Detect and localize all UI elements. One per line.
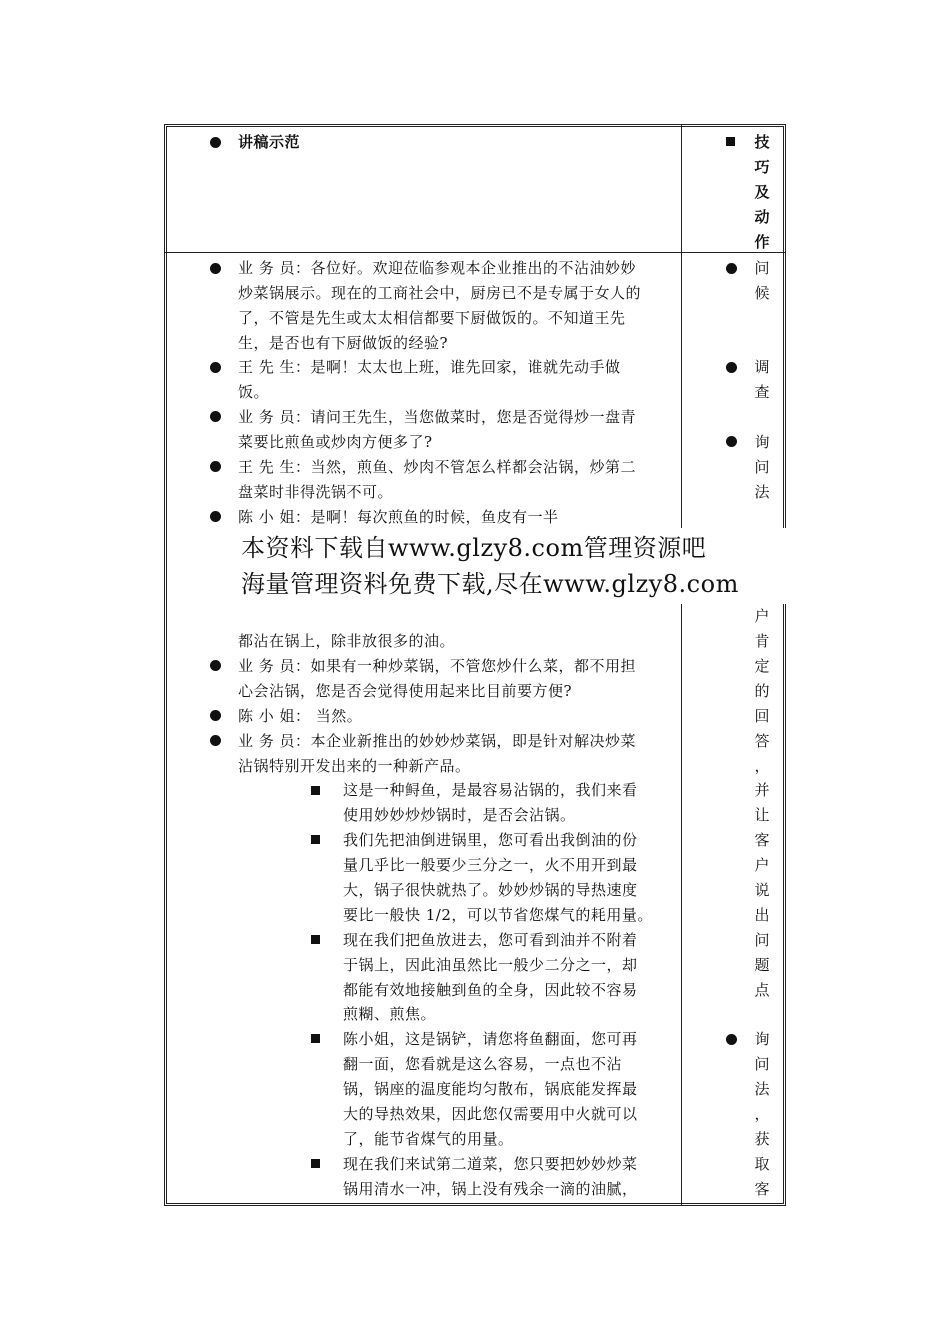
side-note-char: 获 bbox=[754, 1130, 770, 1148]
side-note-char: 客 bbox=[754, 1180, 770, 1198]
script-line: 业 务 员：本企业新推出的妙妙炒菜锅，即是针对解决炒菜 bbox=[238, 732, 637, 750]
side-note-char: ， bbox=[754, 1105, 770, 1123]
demo-line: 翻一面，您看就是这么容易，一点也不沾 bbox=[343, 1055, 623, 1073]
script-line: 了，不管是先生或太太相信都要下厨做饭的。不知道王先 bbox=[238, 309, 626, 327]
side-note-char: 定 bbox=[754, 657, 770, 675]
script-line: 业 务 员：各位好。欢迎莅临参观本企业推出的不沾油妙妙 bbox=[238, 259, 637, 277]
bullet-icon bbox=[210, 735, 221, 746]
bullet-icon bbox=[210, 461, 221, 472]
side-note-char: 调 bbox=[754, 358, 770, 376]
script-line: 菜要比煎鱼或炒肉方便多了? bbox=[238, 433, 433, 451]
side-note-char: 回 bbox=[754, 707, 770, 725]
square-bullet-icon bbox=[311, 1159, 320, 1168]
side-note-char: 出 bbox=[754, 906, 770, 924]
demo-line: 这是一种鲟鱼，是最容易沾锅的，我们来看 bbox=[343, 781, 638, 799]
bullet-icon bbox=[210, 137, 221, 148]
script-line: 沾锅特别开发出来的一种新产品。 bbox=[238, 757, 471, 775]
square-bullet-icon bbox=[726, 137, 735, 146]
side-note-char: 候 bbox=[754, 284, 770, 302]
script-line: 都沾在锅上，除非放很多的油。 bbox=[238, 632, 456, 650]
demo-line: 量几乎比一般要少三分之一，火不用开到最 bbox=[343, 856, 638, 874]
script-line: 盘菜时非得洗锅不可。 bbox=[238, 483, 394, 501]
bullet-icon bbox=[210, 362, 221, 373]
bullet-icon bbox=[726, 362, 737, 373]
script-line: 业 务 员：如果有一种炒菜锅，不管您炒什么菜，都不用担 bbox=[238, 657, 637, 675]
script-line: 王 先 生：是啊！太太也上班，谁先回家，谁就先动手做 bbox=[238, 358, 621, 376]
side-note-char: 问 bbox=[754, 458, 770, 476]
bullet-icon bbox=[726, 263, 737, 274]
right-title-char: 巧 bbox=[754, 158, 770, 176]
side-note-char: ， bbox=[754, 757, 770, 775]
side-note-char: 让 bbox=[754, 806, 770, 824]
bullet-icon bbox=[210, 511, 221, 522]
side-note-char: 答 bbox=[754, 732, 770, 750]
side-note-char: 的 bbox=[754, 682, 770, 700]
script-line: 陈 小 姐： 当然。 bbox=[238, 707, 363, 725]
watermark-line: 本资料下载自www.glzy8.com管理资源吧 bbox=[241, 534, 707, 562]
script-line: 饭。 bbox=[238, 383, 270, 401]
demo-line: 使用妙妙炒炒锅时，是否会沾锅。 bbox=[343, 806, 576, 824]
side-note-char: 询 bbox=[754, 433, 770, 451]
side-note-char: 户 bbox=[754, 607, 770, 625]
right-title-char: 动 bbox=[754, 208, 770, 226]
demo-line: 锅，锅座的温度能均匀散布，锅底能发挥最 bbox=[343, 1080, 638, 1098]
right-title-char: 技 bbox=[754, 133, 770, 151]
demo-line: 我们先把油倒进锅里，您可看出我倒油的份 bbox=[343, 831, 638, 849]
side-note-char: 户 bbox=[754, 856, 770, 874]
demo-line: 了，能节省煤气的用量。 bbox=[343, 1130, 514, 1148]
demo-line: 现在我们来试第二道菜，您只要把妙妙炒菜 bbox=[343, 1155, 638, 1173]
square-bullet-icon bbox=[311, 935, 320, 944]
script-line: 陈 小 姐：是啊！每次煎鱼的时候，鱼皮有一半 bbox=[238, 508, 559, 526]
demo-line: 陈小姐，这是锅铲，请您将鱼翻面，您可再 bbox=[343, 1030, 638, 1048]
demo-line: 要比一般快 1/2，可以节省您煤气的耗用量。 bbox=[343, 906, 653, 924]
side-note-char: 题 bbox=[754, 956, 770, 974]
square-bullet-icon bbox=[311, 786, 320, 795]
square-bullet-icon bbox=[311, 1034, 320, 1043]
bullet-icon bbox=[210, 660, 221, 671]
bullet-icon bbox=[210, 263, 221, 274]
bullet-icon bbox=[210, 411, 221, 422]
demo-line: 都能有效地接触到鱼的全身，因此较不容易 bbox=[343, 981, 638, 999]
side-note-char: 问 bbox=[754, 931, 770, 949]
side-note-char: 说 bbox=[754, 881, 770, 899]
demo-line: 锅用清水一冲，锅上没有残余一滴的油腻， bbox=[343, 1180, 638, 1198]
script-line: 心会沾锅，您是否会觉得使用起来比目前要方便? bbox=[238, 682, 573, 700]
right-title-char: 作 bbox=[754, 233, 770, 251]
side-note-char: 客 bbox=[754, 831, 770, 849]
watermark-line: 海量管理资料免费下载,尽在www.glzy8.com bbox=[241, 570, 739, 598]
script-line: 业 务 员：请问王先生，当您做菜时，您是否觉得炒一盘青 bbox=[238, 408, 637, 426]
side-note-char: 询 bbox=[754, 1030, 770, 1048]
side-note-char: 问 bbox=[754, 1055, 770, 1073]
script-line: 炒菜锅展示。现在的工商社会中，厨房已不是专属于女人的 bbox=[238, 284, 642, 302]
side-note-char: 查 bbox=[754, 383, 770, 401]
column-divider bbox=[681, 124, 682, 1206]
square-bullet-icon bbox=[311, 835, 320, 844]
side-note-char: 取 bbox=[754, 1155, 770, 1173]
side-note-char: 法 bbox=[754, 1080, 770, 1098]
script-line: 王 先 生：当然，煎鱼、炒肉不管怎么样都会沾锅，炒第二 bbox=[238, 458, 637, 476]
side-note-char: 肯 bbox=[754, 632, 770, 650]
demo-line: 于锅上，因此油虽然比一般少二分之一，却 bbox=[343, 956, 638, 974]
watermark-banner bbox=[237, 528, 788, 604]
right-title-char: 及 bbox=[754, 183, 770, 201]
header-divider bbox=[164, 252, 786, 253]
demo-line: 大的导热效果，因此您仅需要用中火就可以 bbox=[343, 1105, 638, 1123]
side-note-char: 法 bbox=[754, 483, 770, 501]
demo-line: 煎糊、煎焦。 bbox=[343, 1005, 437, 1023]
side-note-char: 并 bbox=[754, 781, 770, 799]
bullet-icon bbox=[726, 1034, 737, 1045]
bullet-icon bbox=[726, 436, 737, 447]
side-note-char: 点 bbox=[754, 981, 770, 999]
side-note-char: 问 bbox=[754, 259, 770, 277]
bullet-icon bbox=[210, 710, 221, 721]
script-line: 生，是否也有下厨做饭的经验? bbox=[238, 334, 449, 352]
demo-line: 大，锅子很快就热了。妙妙炒锅的导热速度 bbox=[343, 881, 638, 899]
demo-line: 现在我们把鱼放进去，您可看到油并不附着 bbox=[343, 931, 638, 949]
left-column-title: 讲稿示范 bbox=[238, 133, 301, 151]
